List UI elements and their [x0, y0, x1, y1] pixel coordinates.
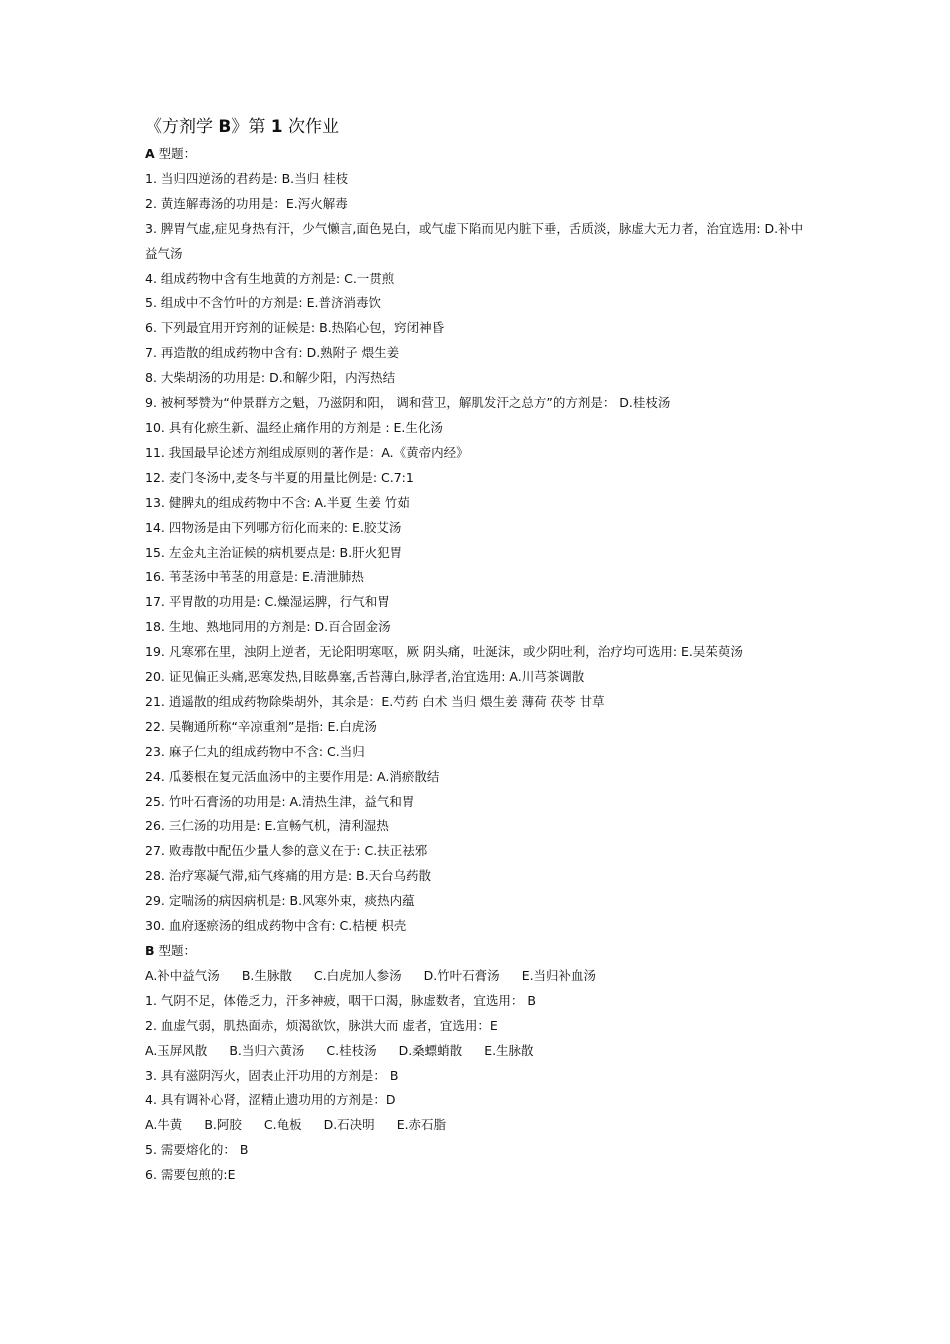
question-item: 9. 被柯琴赞为“仲景群方之魁，乃滋阴和阳， 调和营卫，解肌发汗之总方”的方剂是： D.桂枝汤: [145, 395, 671, 411]
question-item: 29. 定喘汤的病因病机是: B.风寒外束，痰热内蕴: [145, 893, 415, 909]
option-item: E.赤石脂: [396, 1117, 447, 1133]
section-b-questions: [145, 964, 815, 1188]
option-item: C.白虎加人参汤: [313, 967, 402, 983]
question-item: 12. 麦门冬汤中,麦冬与半夏的用量比例是: C.7:1: [145, 469, 414, 485]
option-item: C.桂枝汤: [326, 1042, 377, 1058]
question-item: 4. 组成药物中含有生地黄的方剂是: C.一贯煎: [145, 270, 395, 286]
question-item: 14. 四物汤是由下列哪方衍化而来的: E.胶艾汤: [145, 519, 402, 535]
document-title: 《方剂学 B》第 1 次作业: [145, 117, 340, 137]
question-item: 16. 苇茎汤中苇茎的用意是: E.清泄肺热: [145, 569, 364, 585]
section-a-questions: [145, 167, 815, 939]
question-item: 23. 麻子仁丸的组成药物中不含: C.当归: [145, 743, 365, 759]
question-item: 7. 再造散的组成药物中含有: D.熟附子 煨生姜: [145, 345, 400, 361]
option-item: A.补中益气汤: [145, 967, 220, 983]
option-item: D.竹叶石膏汤: [423, 967, 500, 983]
option-list: [145, 964, 815, 989]
option-item: A.玉屏风散: [145, 1042, 208, 1058]
question-item: 5. 组成中不含竹叶的方剂是: E.普济消毒饮: [145, 295, 381, 311]
question-item: 18. 生地、熟地同用的方剂是: D.百合固金汤: [145, 619, 391, 635]
question-item: 24. 瓜蒌根在复元活血汤中的主要作用是: A.消瘀散结: [145, 768, 440, 784]
question-item: 15. 左金丸主治证候的病机要点是: B.肝火犯胃: [145, 544, 403, 560]
option-item: B.阿胶: [204, 1117, 242, 1133]
option-item: B.当归六黄汤: [229, 1042, 305, 1058]
question-item: 21. 逍遥散的组成药物除柴胡外，其余是：E.芍药 白术 当归 煨生姜 薄荷 茯苓 甘草: [145, 693, 605, 709]
question-item: 27. 败毒散中配伍少量人参的意义在于: C.扶正祛邪: [145, 843, 428, 859]
question-item: 3. 具有滋阴泻火，固表止汗功用的方剂是： B: [145, 1067, 399, 1083]
option-list: [145, 1039, 815, 1064]
question-item: 19. 凡寒邪在里，浊阴上逆者，无论阳明寒呕，厥 阴头痛，吐涎沫，或少阴吐利，治疗均可选用: E.吴茱萸汤: [145, 644, 743, 660]
option-list: [145, 1113, 815, 1138]
section-b-heading: B 型题：: [145, 943, 197, 958]
question-item: 3. 脾胃气虚,症见身热有汗，少气懒言,面色晃白，或气虚下陷而见内脏下垂，舌质淡，脉虚大无力者，治宜选用: D.补中益气汤: [145, 220, 804, 261]
question-item: 26. 三仁汤的功用是: E.宣畅气机，清利湿热: [145, 818, 389, 834]
question-item: 25. 竹叶石膏汤的功用是: A.清热生津，益气和胃: [145, 793, 415, 809]
question-item: 8. 大柴胡汤的功用是: D.和解少阳，内泻热结: [145, 370, 396, 386]
question-item: 1. 气阴不足，体倦乏力，汗多神疲，咽干口渴，脉虚数者，宜选用： B: [145, 992, 536, 1008]
question-item: 11. 我国最早论述方剂组成原则的著作是：A.《黄帝内经》: [145, 444, 469, 460]
question-item: 10. 具有化瘀生新、温经止痛作用的方剂是 : E.生化汤: [145, 419, 443, 435]
question-item: 20. 证见偏正头痛,恶寒发热,目眩鼻塞,舌苔薄白,脉浮者,治宜选用: A.川芎茶调散: [145, 669, 585, 685]
option-item: E.生脉散: [484, 1042, 534, 1058]
question-item: 30. 血府逐瘀汤的组成药物中含有: C.桔梗 枳壳: [145, 918, 407, 934]
question-item: 4. 具有调补心肾，涩精止遗功用的方剂是：D: [145, 1092, 396, 1108]
question-item: 5. 需要熔化的： B: [145, 1142, 249, 1158]
option-item: E.当归补血汤: [521, 967, 597, 983]
question-item: 28. 治疗寒凝气滞,疝气疼痛的用方是: B.天台乌药散: [145, 868, 432, 884]
option-item: C.龟板: [263, 1117, 302, 1133]
option-item: D.石决明: [323, 1117, 375, 1133]
section-a-heading: A 型题：: [145, 146, 197, 161]
question-item: 6. 需要包煎的:E: [145, 1167, 236, 1183]
question-item: 22. 吴鞠通所称“辛凉重剂”是指: E.白虎汤: [145, 718, 377, 734]
question-item: 2. 黄连解毒汤的功用是：E.泻火解毒: [145, 195, 348, 211]
option-item: D.桑螵蛸散: [398, 1042, 463, 1058]
question-item: 1. 当归四逆汤的君药是: B.当归 桂枝: [145, 170, 349, 186]
question-item: 17. 平胃散的功用是: C.燥湿运脾，行气和胃: [145, 594, 390, 610]
question-item: 13. 健脾丸的组成药物中不含: A.半夏 生姜 竹茹: [145, 494, 410, 510]
document-page: [145, 116, 815, 1188]
question-item: 6. 下列最宜用开窍剂的证候是: B.热陷心包，窍闭神昏: [145, 320, 445, 336]
question-item: 2. 血虚气弱，肌热面赤，烦渴欲饮，脉洪大而 虚者，宜选用：E: [145, 1017, 498, 1033]
option-item: A.牛黄: [145, 1117, 183, 1133]
option-item: B.生脉散: [241, 967, 292, 983]
